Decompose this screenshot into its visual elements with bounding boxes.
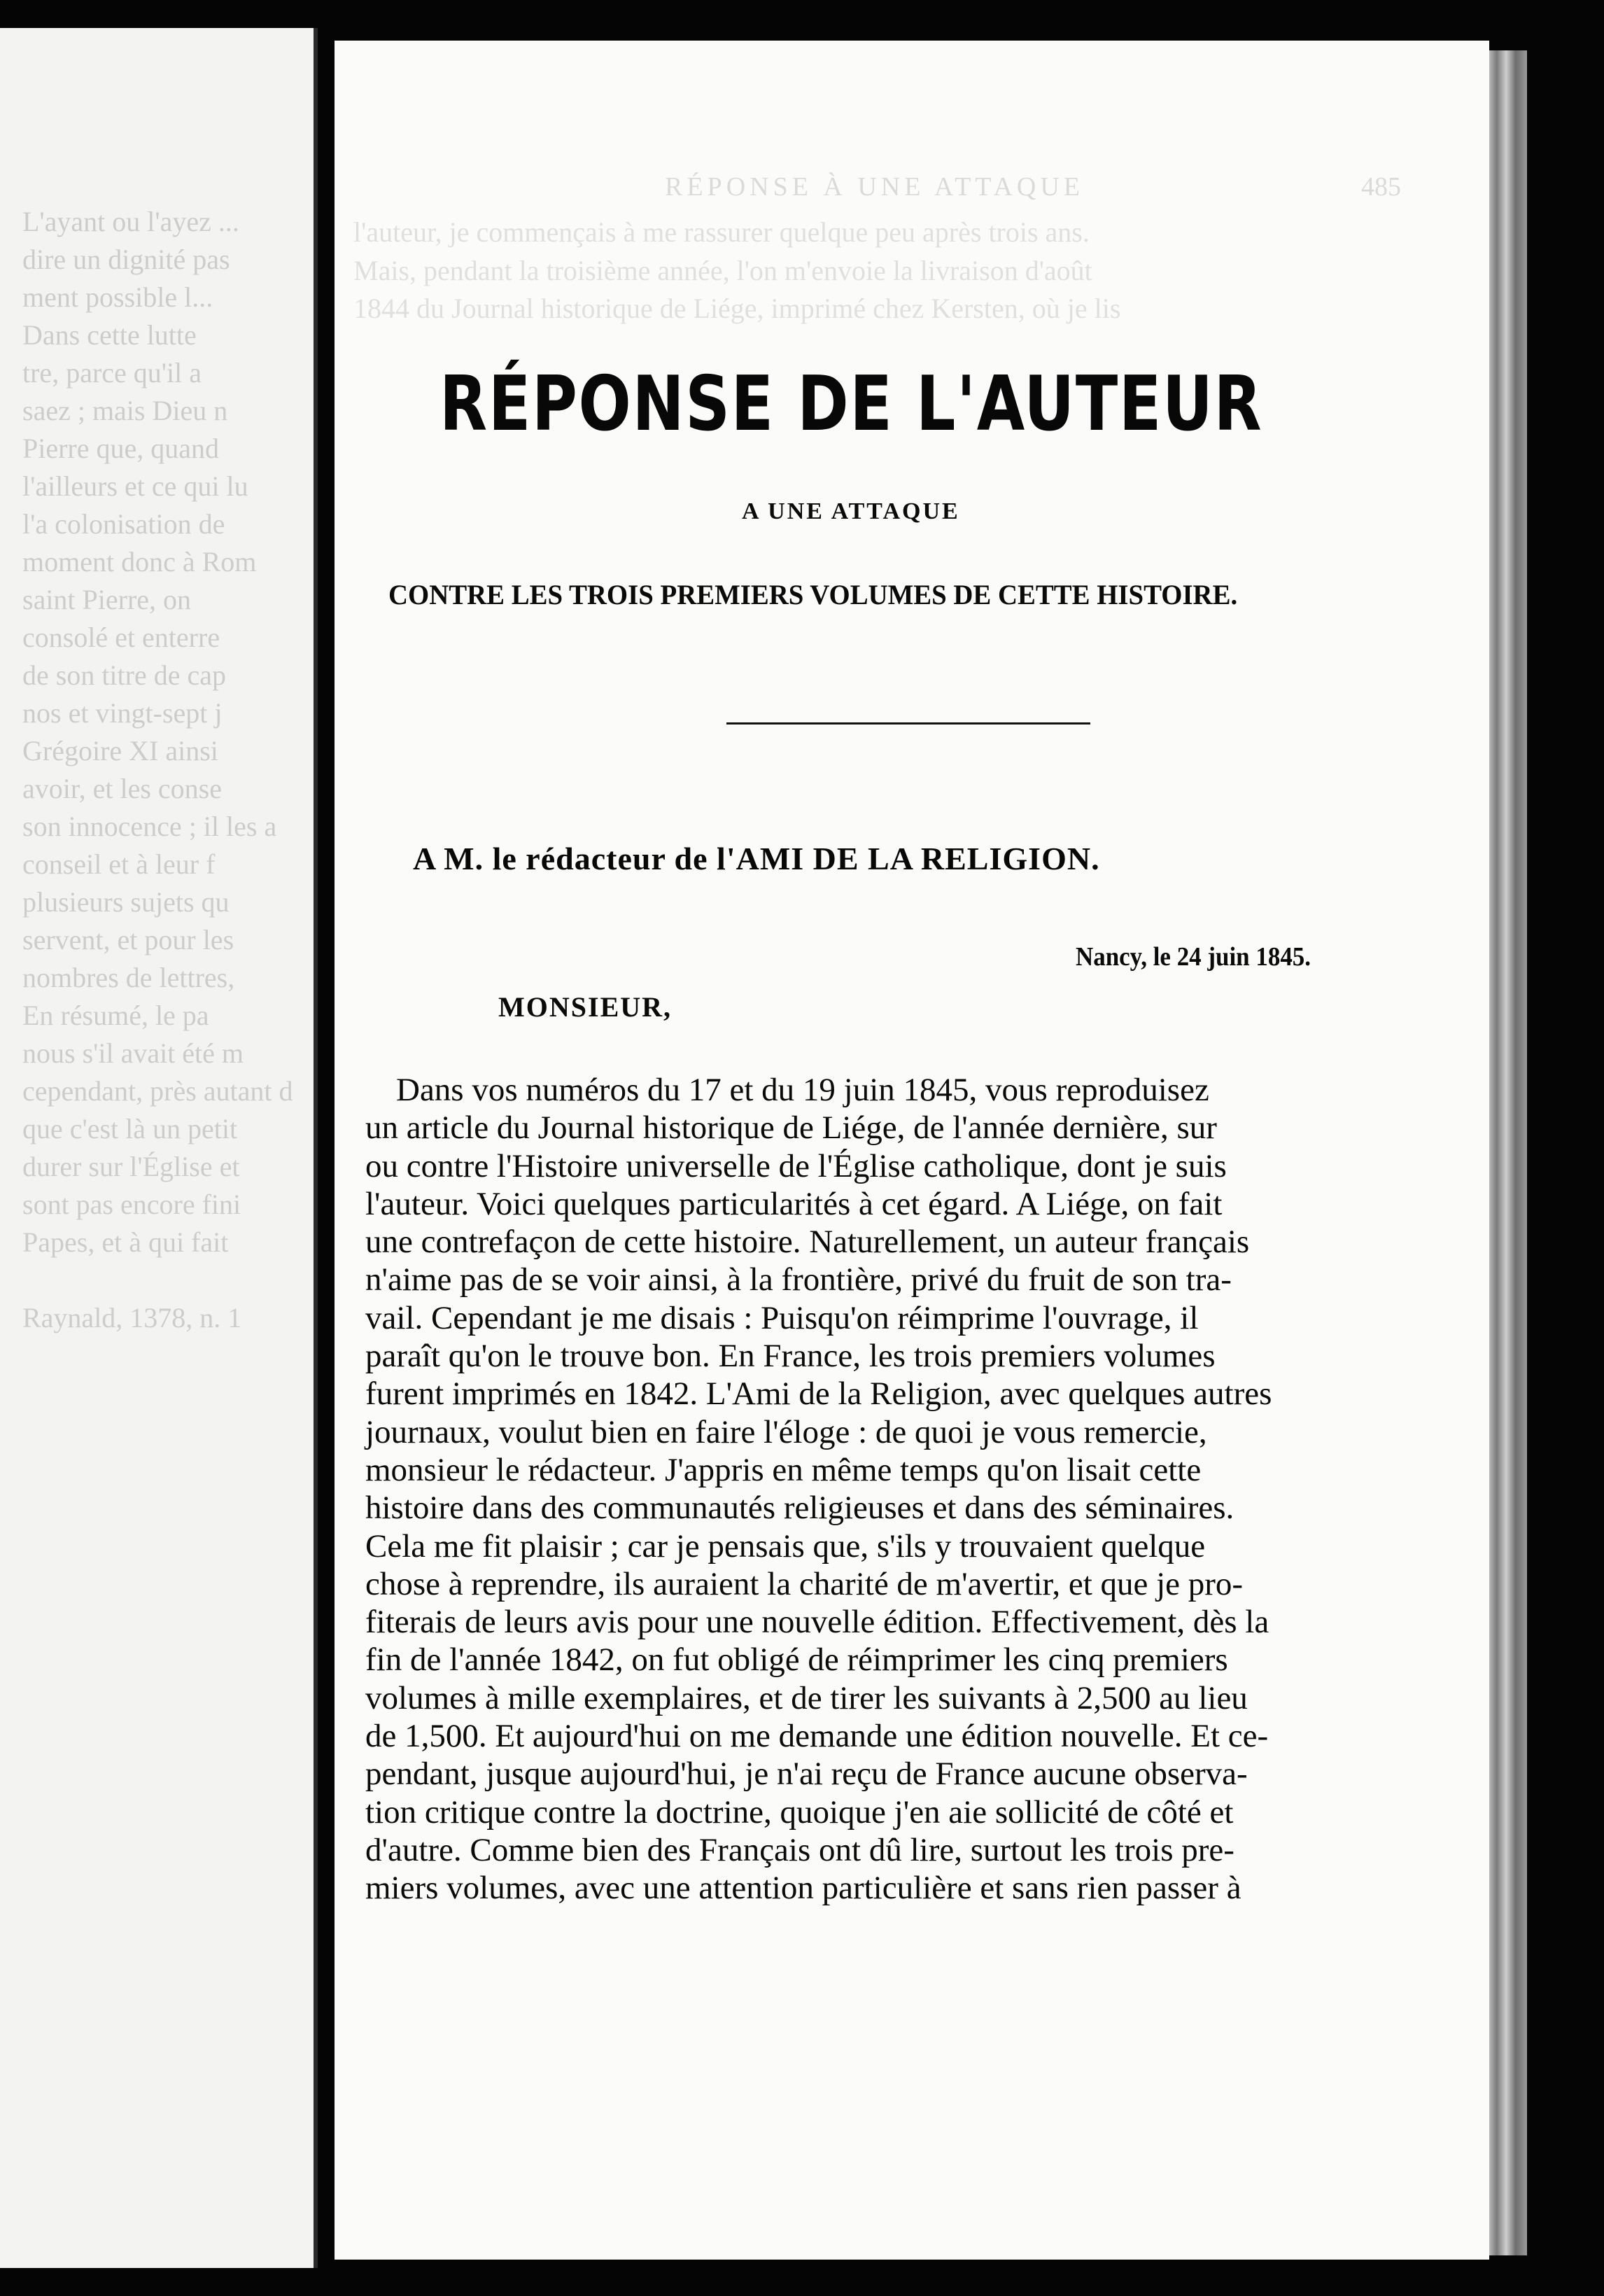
left-page-line: plusieurs sujets qu: [22, 886, 230, 918]
letter-address: A M. le rédacteur de l'AMI DE LA RELIGION.: [413, 841, 1100, 876]
letter-line: Cela me fit plaisir ; car je pensais que, s'ils y trouvaient quelque: [365, 1527, 1206, 1564]
letter-line: miers volumes, avec une attention particulière et sans rien passer à: [365, 1870, 1241, 1907]
bleed-through-line: Mais, pendant la troisième année, l'on m'envoie la livraison d'août: [353, 254, 1092, 286]
separator-rule: [726, 722, 1090, 724]
bleed-through-line: [353, 710, 1368, 748]
left-page-line: Pierre que, quand: [22, 433, 220, 464]
left-facing-page: [0, 28, 318, 2268]
left-page-line: saint Pierre, on: [22, 584, 192, 615]
left-page-line: moment donc à Rom: [22, 546, 257, 578]
left-page-line: [22, 1261, 308, 1299]
bleed-through-line: l'auteur, je commençais à me rassurer quelque peu après trois ans.: [353, 216, 1090, 248]
letter-line: n'aime pas de se voir ainsi, à la frontière, privé du fruit de son tra-: [365, 1261, 1232, 1298]
page-edge-stack: [1489, 50, 1527, 2255]
left-page-line: nombres de lettres,: [22, 962, 235, 993]
letter-line: volumes à mille exemplaires, et de tirer les suivants à 2,500 au lieu: [365, 1679, 1248, 1716]
letter-line: fiterais de leurs avis pour une nouvelle édition. Effectivement, dès la: [365, 1604, 1269, 1641]
bleed-through-line: [353, 671, 1368, 710]
left-page-fragment: [22, 203, 308, 1337]
letter-line: vail. Cependant je me disais : Puisqu'on réimprime l'ouvrage, il: [365, 1299, 1199, 1336]
left-page-line: tre, parce qu'il a: [22, 357, 202, 388]
letter-line: ou contre l'Histoire universelle de l'Église catholique, dont je suis: [365, 1147, 1227, 1184]
bleed-through-line: [353, 634, 1368, 672]
left-page-line: En résumé, le pa: [22, 1000, 209, 1031]
letter-line: une contrefaçon de cette histoire. Naturellement, un auteur français: [365, 1224, 1250, 1261]
subtitle-line-2: CONTRE LES TROIS PREMIERS VOLUMES DE CETTE HISTOIRE.: [388, 579, 1238, 610]
left-page-line: ment possible l...: [22, 281, 213, 313]
left-page-line: Raynald, 1378, n. 1: [22, 1302, 242, 1334]
left-page-line: conseil et à leur f: [22, 848, 216, 880]
left-page-line: que c'est là un petit: [22, 1113, 238, 1144]
letter-line: l'auteur. Voici quelques particularités à cet égard. A Liége, on fait: [365, 1185, 1223, 1222]
left-page-line: saez ; mais Dieu n: [22, 395, 228, 426]
letter-salutation: MONSIEUR,: [498, 991, 673, 1023]
letter-body: [365, 1071, 1359, 1907]
letter-line: monsieur le rédacteur. J'appris en même temps qu'on lisait cette: [365, 1451, 1202, 1488]
page-title: RÉPONSE DE L'AUTEUR: [439, 360, 1263, 448]
left-page-line: nous s'il avait été m: [22, 1037, 244, 1069]
left-page-line: dire un dignité pas: [22, 244, 230, 275]
bleed-through-line: [353, 900, 1368, 939]
letter-date: Nancy, le 24 juin 1845.: [1076, 942, 1311, 972]
left-page-line: Papes, et à qui fait: [22, 1226, 229, 1258]
letter-line: d'autre. Comme bien des Français ont dû lire, surtout les trois pre-: [365, 1831, 1234, 1868]
left-page-line: nos et vingt-sept j: [22, 697, 223, 729]
left-page-line: de son titre de cap: [22, 659, 226, 691]
left-page-line: l'ailleurs et ce qui lu: [22, 470, 248, 502]
bleed-through-header: RÉPONSE À UNE ATTAQUE: [665, 172, 1085, 202]
bleed-through-line: [353, 442, 1368, 481]
letter-line: furent imprimés en 1842. L'Ami de la Religion, avec quelques autres: [365, 1376, 1272, 1413]
left-page-line: Dans cette lutte: [22, 319, 197, 351]
letter-line: chose à reprendre, ils auraient la charité de m'avertir, et que je pro-: [365, 1565, 1244, 1602]
left-page-line: Grégoire XI ainsi: [22, 735, 218, 766]
subtitle-line-1: A UNE ATTAQUE: [742, 498, 960, 524]
letter-line: journaux, voulut bien en faire l'éloge : de quoi je vous remercie,: [365, 1413, 1207, 1450]
bleed-through-page-number: 485: [1361, 172, 1401, 202]
letter-line: fin de l'année 1842, on fut obligé de réimprimer les cinq premiers: [365, 1642, 1228, 1679]
left-page-line: durer sur l'Église et: [22, 1151, 240, 1182]
bleed-through-line: [353, 748, 1368, 786]
left-page-line: cependant, près autant d: [22, 1075, 293, 1107]
letter-line: histoire dans des communautés religieuses et dans des séminaires.: [365, 1490, 1234, 1527]
bleed-through-line: 1844 du Journal historique de Liége, imprimé chez Kersten, où je lis: [353, 293, 1121, 324]
letter-line: pendant, jusque aujourd'hui, je n'ai reçu de France aucune observa-: [365, 1756, 1248, 1793]
letter-line: Dans vos numéros du 17 et du 19 juin 1845, vous reproduisez: [396, 1072, 1209, 1108]
left-page-line: l'a colonisation de: [22, 508, 225, 540]
letter-line: de 1,500. Et aujourd'hui on me demande une édition nouvelle. Et ce-: [365, 1718, 1269, 1755]
bleed-through-line: [353, 786, 1368, 825]
left-page-line: son innocence ; il les a: [22, 811, 277, 842]
left-page-line: sont pas encore fini: [22, 1189, 241, 1220]
left-page-line: avoir, et les conse: [22, 773, 222, 804]
letter-line: tion critique contre la doctrine, quoique j'en aie sollicité de côté et: [365, 1793, 1234, 1830]
letter-line: un article du Journal historique de Liége, de l'année dernière, sur: [365, 1110, 1217, 1147]
left-page-line: L'ayant ou l'ayez ...: [22, 206, 239, 237]
left-page-line: consolé et enterre: [22, 622, 220, 653]
left-page-line: servent, et pour les: [22, 924, 234, 955]
letter-line: paraît qu'on le trouve bon. En France, les trois premiers volumes: [365, 1338, 1216, 1375]
